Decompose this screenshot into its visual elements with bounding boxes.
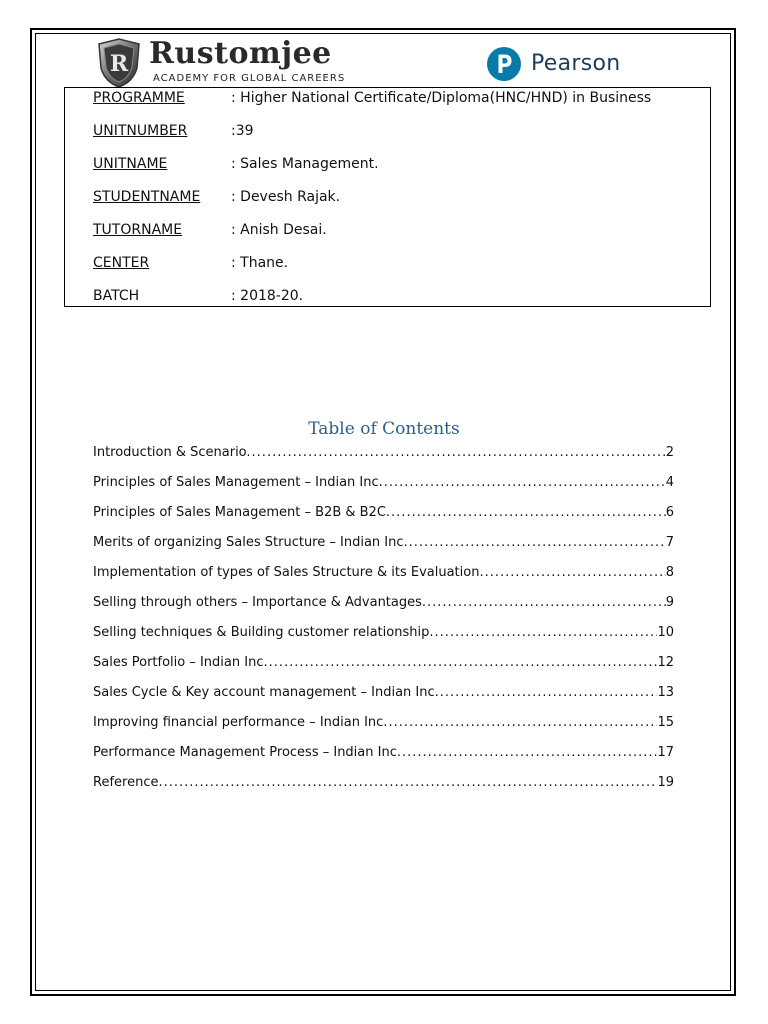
- toc-dot-leader: [484, 565, 666, 580]
- toc-entry-title: Introduction & Scenario.: [93, 445, 251, 460]
- toc-entry-title: Implementation of types of Sales Structure & its Evaluation.: [93, 565, 484, 580]
- toc-entry-title: Improving financial performance – Indian Inc.: [93, 715, 388, 730]
- toc-dot-leader: [433, 625, 657, 640]
- toc-entry-title: Selling through others – Importance & Advantages.: [93, 595, 427, 610]
- toc-page-number: 17: [657, 745, 674, 760]
- toc-page-number: 2: [665, 445, 674, 460]
- toc-entry-title: Sales Portfolio – Indian Inc.: [93, 655, 268, 670]
- toc-entry[interactable]: [93, 505, 674, 523]
- rustomjee-name: Rustomjee: [149, 36, 332, 71]
- pearson-p-icon: [486, 46, 522, 82]
- toc-dot-leader: [439, 685, 658, 700]
- toc-dot-leader: [268, 655, 658, 670]
- info-value: : Sales Management.: [231, 156, 379, 172]
- info-value: : 2018-20.: [231, 288, 304, 304]
- info-label: STUDENTNAME: [93, 189, 201, 205]
- toc-entry[interactable]: [93, 565, 674, 583]
- toc-entry[interactable]: [93, 655, 674, 673]
- info-value: :39: [231, 123, 254, 139]
- toc-entry-title: Sales Cycle & Key account management – Indian Inc.: [93, 685, 439, 700]
- pearson-name: Pearson: [531, 51, 621, 76]
- toc-entry[interactable]: [93, 625, 674, 643]
- info-value: : Devesh Rajak.: [231, 189, 341, 205]
- toc-entry[interactable]: [93, 445, 674, 463]
- pearson-logo: [486, 46, 666, 86]
- toc-entry[interactable]: [93, 535, 674, 553]
- info-value: : Higher National Certificate/Diploma(HNC/HND) in Business: [231, 90, 652, 106]
- info-value: : Thane.: [231, 255, 289, 271]
- toc-dot-leader: [426, 595, 666, 610]
- info-label: UNITNUMBER: [93, 123, 188, 139]
- toc-entry-title: Merits of organizing Sales Structure – Indian Inc.: [93, 535, 408, 550]
- toc-entry[interactable]: [93, 685, 674, 703]
- rustomjee-shield-icon: [95, 38, 143, 88]
- toc-dot-leader: [401, 745, 657, 760]
- toc-entry[interactable]: [93, 745, 674, 763]
- toc-page-number: 6: [665, 505, 674, 520]
- toc-page-number: 13: [657, 685, 674, 700]
- toc-dot-leader: [251, 445, 666, 460]
- toc-page-number: 10: [657, 625, 674, 640]
- toc-entry[interactable]: [93, 595, 674, 613]
- info-label: UNITNAME: [93, 156, 168, 172]
- toc-page-number: 9: [665, 595, 674, 610]
- rustomjee-tagline: ACADEMY FOR GLOBAL CAREERS: [153, 73, 346, 84]
- info-label: CENTER: [93, 255, 150, 271]
- toc-dot-leader: [387, 715, 657, 730]
- toc-entry[interactable]: [93, 475, 674, 493]
- rustomjee-monogram: R: [109, 51, 129, 77]
- toc-page-number: 7: [665, 535, 674, 550]
- toc-entry-title: Reference.: [93, 775, 163, 790]
- toc-title: Table of Contents: [308, 419, 460, 439]
- toc-entry-title: Performance Management Process – Indian Inc.: [93, 745, 401, 760]
- toc-entry[interactable]: [93, 715, 674, 733]
- toc-entry-title: Selling techniques & Building customer relationship.: [93, 625, 434, 640]
- info-label: PROGRAMME: [93, 90, 185, 106]
- toc-dot-leader: [383, 475, 666, 490]
- info-label: BATCH: [93, 288, 140, 304]
- toc-page-number: 15: [657, 715, 674, 730]
- toc-page-number: 12: [657, 655, 674, 670]
- rustomjee-logo: [95, 36, 346, 88]
- toc-dot-leader: [163, 775, 658, 790]
- toc-page-number: 19: [657, 775, 674, 790]
- toc-entry[interactable]: [93, 775, 674, 793]
- toc-entry-title: Principles of Sales Management – B2B & B2C.: [93, 505, 391, 520]
- toc-entry-title: Principles of Sales Management – Indian Inc.: [93, 475, 383, 490]
- info-value: : Anish Desai.: [231, 222, 327, 238]
- toc-dot-leader: [408, 535, 666, 550]
- info-label: TUTORNAME: [93, 222, 183, 238]
- toc-page-number: 4: [665, 475, 674, 490]
- toc-page-number: 8: [665, 565, 674, 580]
- toc-dot-leader: [390, 505, 666, 520]
